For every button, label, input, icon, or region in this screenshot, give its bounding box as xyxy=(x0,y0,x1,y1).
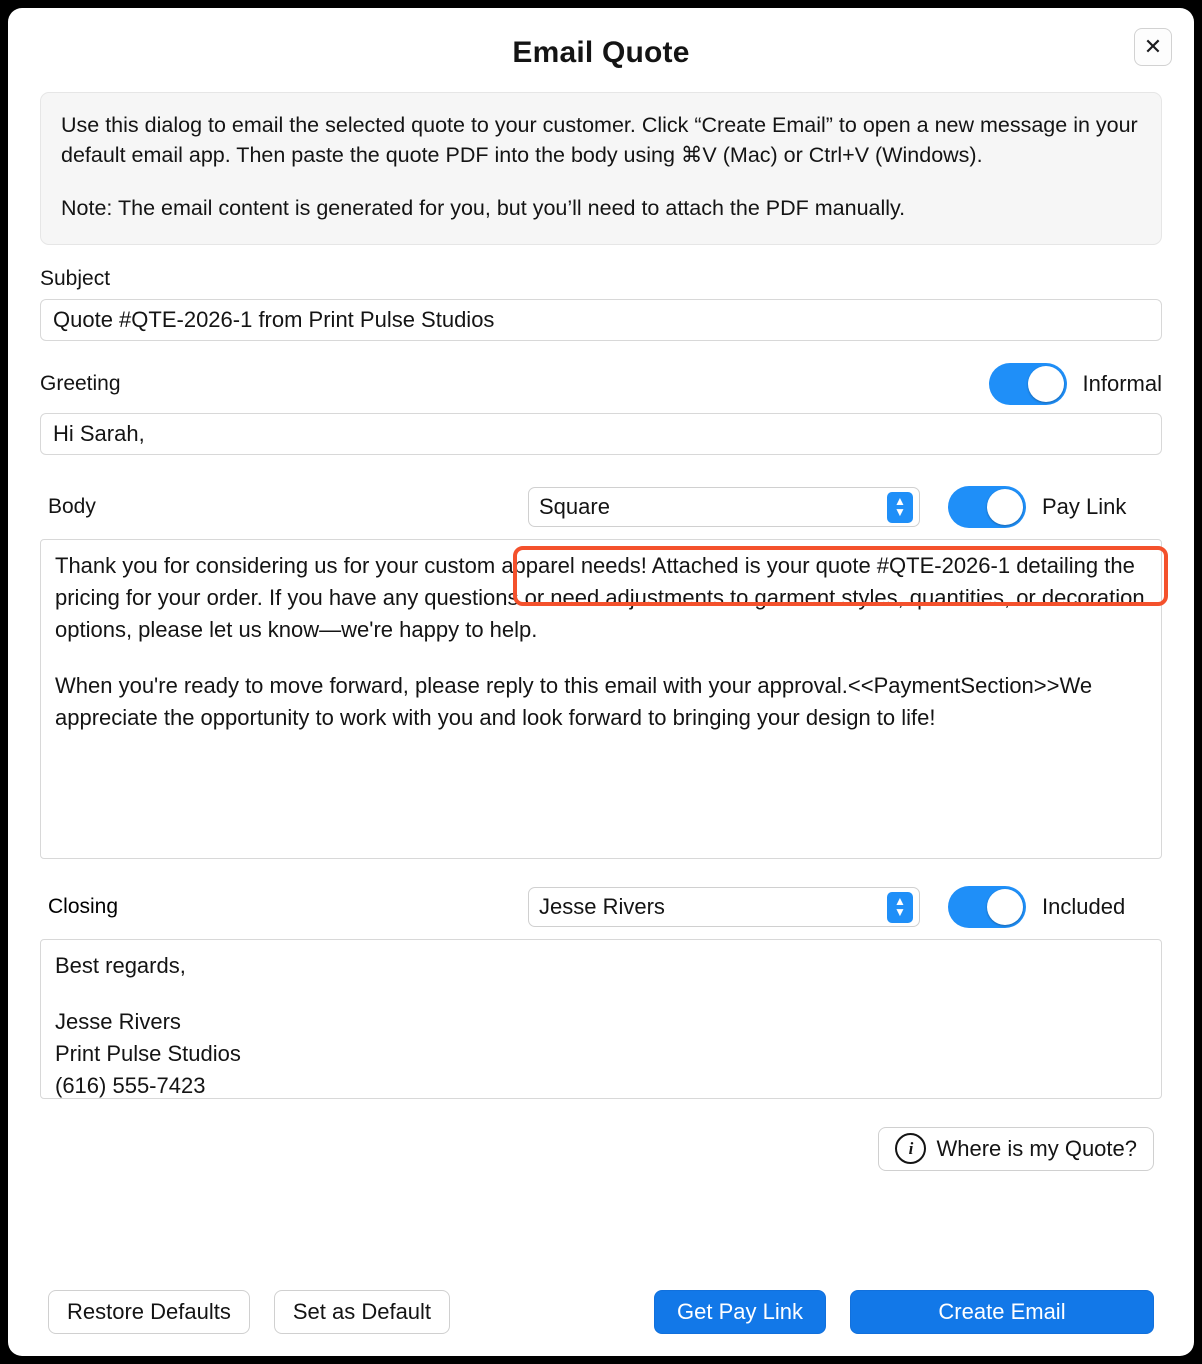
closing-toggle[interactable] xyxy=(948,886,1026,928)
footer-actions xyxy=(8,1290,1194,1334)
close-icon[interactable]: ✕ xyxy=(1134,28,1172,66)
subject-label-row xyxy=(40,267,1162,291)
email-quote-dialog xyxy=(8,8,1194,1356)
closing-toggle-group xyxy=(948,886,1125,928)
page-title: Email Quote xyxy=(512,36,690,69)
body-paragraph-1: Thank you for considering us for your custom apparel needs! Attached is your quote #QTE-2026-1 detailing the pricing for your order. If you have any questions or need adjustments to garment styles, quantities, or decoration options, please let us know—we're happy to help. xyxy=(55,552,1151,642)
body-label-row xyxy=(8,481,1194,533)
get-pay-link-button[interactable]: Get Pay Link xyxy=(654,1290,826,1334)
greeting-label-row xyxy=(40,363,1162,405)
body-textarea[interactable] xyxy=(40,539,1162,859)
closing-textarea[interactable] xyxy=(40,939,1162,1099)
closing-label: Closing xyxy=(48,894,119,918)
info-paragraph-1: Use this dialog to email the selected quote to your customer. Click “Create Email” to open a new message in your default email app. Then paste the quote PDF into the body using ⌘V (Mac) or Ctrl+V (Windows). xyxy=(61,113,1138,167)
body-label: Body xyxy=(48,494,96,518)
closing-line-3: Print Pulse Studios xyxy=(55,1040,241,1066)
closing-signature-select[interactable] xyxy=(528,887,920,927)
info-panel xyxy=(40,92,1162,245)
pay-link-provider-value: Square xyxy=(539,493,610,519)
closing-line-4: (616) 555-7423 xyxy=(55,1072,206,1098)
pay-link-toggle-label: Pay Link xyxy=(1042,493,1127,519)
pay-link-toggle[interactable] xyxy=(948,486,1026,528)
toggle-knob xyxy=(987,889,1023,925)
greeting-input[interactable]: Hi Sarah, xyxy=(40,413,1162,455)
chevron-updown-icon: ▲ ▼ xyxy=(887,492,913,523)
toggle-knob xyxy=(987,489,1023,525)
subject-label: Subject xyxy=(40,266,111,290)
where-is-my-quote-label: Where is my Quote? xyxy=(936,1135,1137,1161)
body-paragraph-2: When you're ready to move forward, please reply to this email with your approval.<<PaymentSection>>We appreciate the opportunity to work with you and look forward to bringing your design to life! xyxy=(55,672,1099,730)
toggle-knob xyxy=(1028,366,1064,402)
chevron-updown-icon: ▲ ▼ xyxy=(887,892,913,923)
closing-row xyxy=(8,883,1194,933)
greeting-toggle-label: Informal xyxy=(1082,370,1162,396)
greeting-toggle[interactable] xyxy=(989,363,1067,405)
info-icon: i xyxy=(895,1133,926,1164)
where-is-my-quote-button[interactable] xyxy=(878,1127,1154,1171)
set-as-default-button[interactable]: Set as Default xyxy=(274,1290,450,1334)
info-paragraph-2: Note: The email content is generated for you, but you’ll need to attach the PDF manually. xyxy=(61,196,906,221)
create-email-button[interactable]: Create Email xyxy=(850,1290,1154,1334)
restore-defaults-button[interactable]: Restore Defaults xyxy=(48,1290,250,1334)
subject-input[interactable]: Quote #QTE-2026-1 from Print Pulse Studios xyxy=(40,299,1162,341)
pay-link-toggle-group xyxy=(948,486,1126,528)
closing-line-2: Jesse Rivers xyxy=(55,1008,181,1034)
greeting-label: Greeting xyxy=(40,371,121,395)
closing-line-1: Best regards, xyxy=(55,952,186,978)
help-row xyxy=(8,1127,1154,1171)
pay-link-provider-select[interactable] xyxy=(528,487,920,527)
closing-signature-value: Jesse Rivers xyxy=(539,893,665,919)
closing-toggle-label: Included xyxy=(1042,893,1126,919)
